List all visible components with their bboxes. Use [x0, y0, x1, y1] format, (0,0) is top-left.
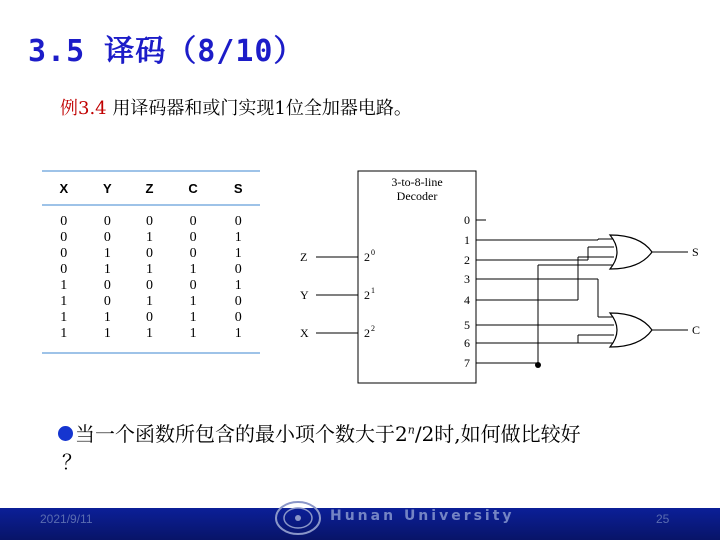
truth-table-row	[42, 230, 260, 246]
or-gate-s	[610, 235, 652, 269]
decoder-input-weight-exponent: 2	[371, 324, 375, 333]
truth-table-cell: 1	[216, 326, 260, 353]
truth-table-cell: 0	[103, 214, 111, 229]
decoder-circuit-diagram	[280, 165, 710, 395]
truth-table-cell: 0	[60, 214, 68, 229]
truth-table-cell: 0	[103, 230, 111, 245]
footer-page-number: 25	[656, 512, 670, 526]
example-label: 例3.4	[60, 98, 107, 119]
truth-table-cell: 0	[234, 262, 242, 277]
footer-date: 2021/9/11	[40, 512, 93, 526]
truth-table-cell: 0	[146, 214, 154, 229]
bullet-superscript: n	[407, 423, 415, 437]
truth-table-cell: 1	[189, 294, 197, 309]
truth-table-cell: 0	[234, 310, 242, 325]
slide-title: 3.5 译码（8/10）	[28, 34, 305, 69]
decoder-output-label: 3	[464, 272, 470, 286]
decoder-output-label: 1	[464, 233, 470, 247]
bullet-text-before: 当一个函数所包含的最小项个数大于2	[75, 422, 408, 446]
input-label-z: Z	[300, 250, 308, 264]
decoder-input-weight: 2	[364, 326, 370, 340]
decoder-output-label: 7	[464, 356, 470, 370]
truth-table-row	[42, 294, 260, 310]
bullet-continuation: ？	[62, 450, 82, 474]
truth-table-cell: 0	[146, 310, 154, 325]
junction-dot	[535, 362, 541, 368]
output-s-label: S	[692, 245, 699, 259]
truth-table-cell: 1	[103, 246, 111, 261]
truth-table	[42, 170, 260, 354]
truth-table-cell: 1	[103, 310, 111, 325]
or-gate-c	[610, 313, 652, 347]
truth-table-cell: 0	[189, 230, 197, 245]
truth-table-row	[42, 278, 260, 294]
truth-table-cell: 1	[170, 326, 217, 353]
truth-table-cell: 1	[86, 326, 130, 353]
truth-table-cell: 1	[189, 262, 197, 277]
input-label-y: Y	[300, 288, 309, 302]
truth-table-row	[42, 262, 260, 278]
truth-table-cell: 0	[189, 214, 197, 229]
truth-table-cell: 1	[129, 326, 170, 353]
truth-table-cell: 1	[146, 230, 154, 245]
truth-table-row	[42, 205, 260, 230]
truth-table-cell: 1	[60, 278, 68, 293]
decoder-output-label: 0	[464, 213, 470, 227]
output-c-label: C	[692, 323, 701, 337]
truth-table-cell: 1	[60, 294, 68, 309]
truth-table-cell: 1	[234, 278, 242, 293]
decoder-input-weight-exponent: 1	[371, 286, 375, 295]
decoder-title-line2: Decoder	[396, 189, 438, 203]
bullet-text-after: /2时,如何做比较好	[414, 422, 581, 446]
truth-table-cell: 0	[60, 230, 68, 245]
decoder-input-weight: 2	[364, 288, 370, 302]
input-label-x: X	[300, 326, 309, 340]
footer-university-name: Hunan University	[330, 508, 515, 524]
example-statement	[60, 94, 412, 120]
truth-table-cell: 0	[103, 294, 111, 309]
bullet-question	[58, 418, 581, 447]
truth-table-cell: 0	[234, 214, 242, 229]
truth-table-cell: 1	[146, 262, 154, 277]
truth-table-cell: 0	[60, 246, 68, 261]
truth-table-cell: 1	[60, 310, 68, 325]
truth-table-cell: 0	[103, 278, 111, 293]
truth-table-cell: 1	[234, 246, 242, 261]
decoder-input-weight: 2	[364, 250, 370, 264]
truth-table-row	[42, 310, 260, 326]
truth-table-cell: 1	[146, 294, 154, 309]
decoder-output-label: 2	[464, 253, 470, 267]
truth-table-cell: 1	[42, 326, 86, 353]
truth-table-header-s: S	[216, 171, 260, 205]
truth-table-cell: 1	[103, 262, 111, 277]
decoder-input-weight-exponent: 0	[371, 248, 375, 257]
truth-table-cell: 0	[60, 262, 68, 277]
example-text: 用译码器和或门实现1位全加器电路。	[112, 98, 412, 119]
university-logo-icon	[272, 496, 324, 536]
truth-table-header-x: X	[42, 171, 86, 205]
truth-table-cell: 0	[146, 278, 154, 293]
truth-table-header-y: Y	[86, 171, 130, 205]
decoder-output-label: 4	[464, 293, 470, 307]
truth-table-row	[42, 326, 260, 353]
truth-table-header-c: C	[170, 171, 217, 205]
decoder-output-label: 6	[464, 336, 470, 350]
decoder-title-line1: 3-to-8-line	[391, 175, 443, 189]
truth-table-cell: 1	[189, 310, 197, 325]
truth-table-cell: 0	[189, 278, 197, 293]
truth-table-header-z: Z	[129, 171, 170, 205]
truth-table-header-row	[42, 171, 260, 205]
truth-table-cell: 0	[146, 246, 154, 261]
decoder-output-label: 5	[464, 318, 470, 332]
truth-table-row	[42, 246, 260, 262]
truth-table-cell: 0	[234, 294, 242, 309]
truth-table-cell: 0	[189, 246, 197, 261]
truth-table-cell: 1	[234, 230, 242, 245]
bullet-icon	[58, 426, 73, 441]
